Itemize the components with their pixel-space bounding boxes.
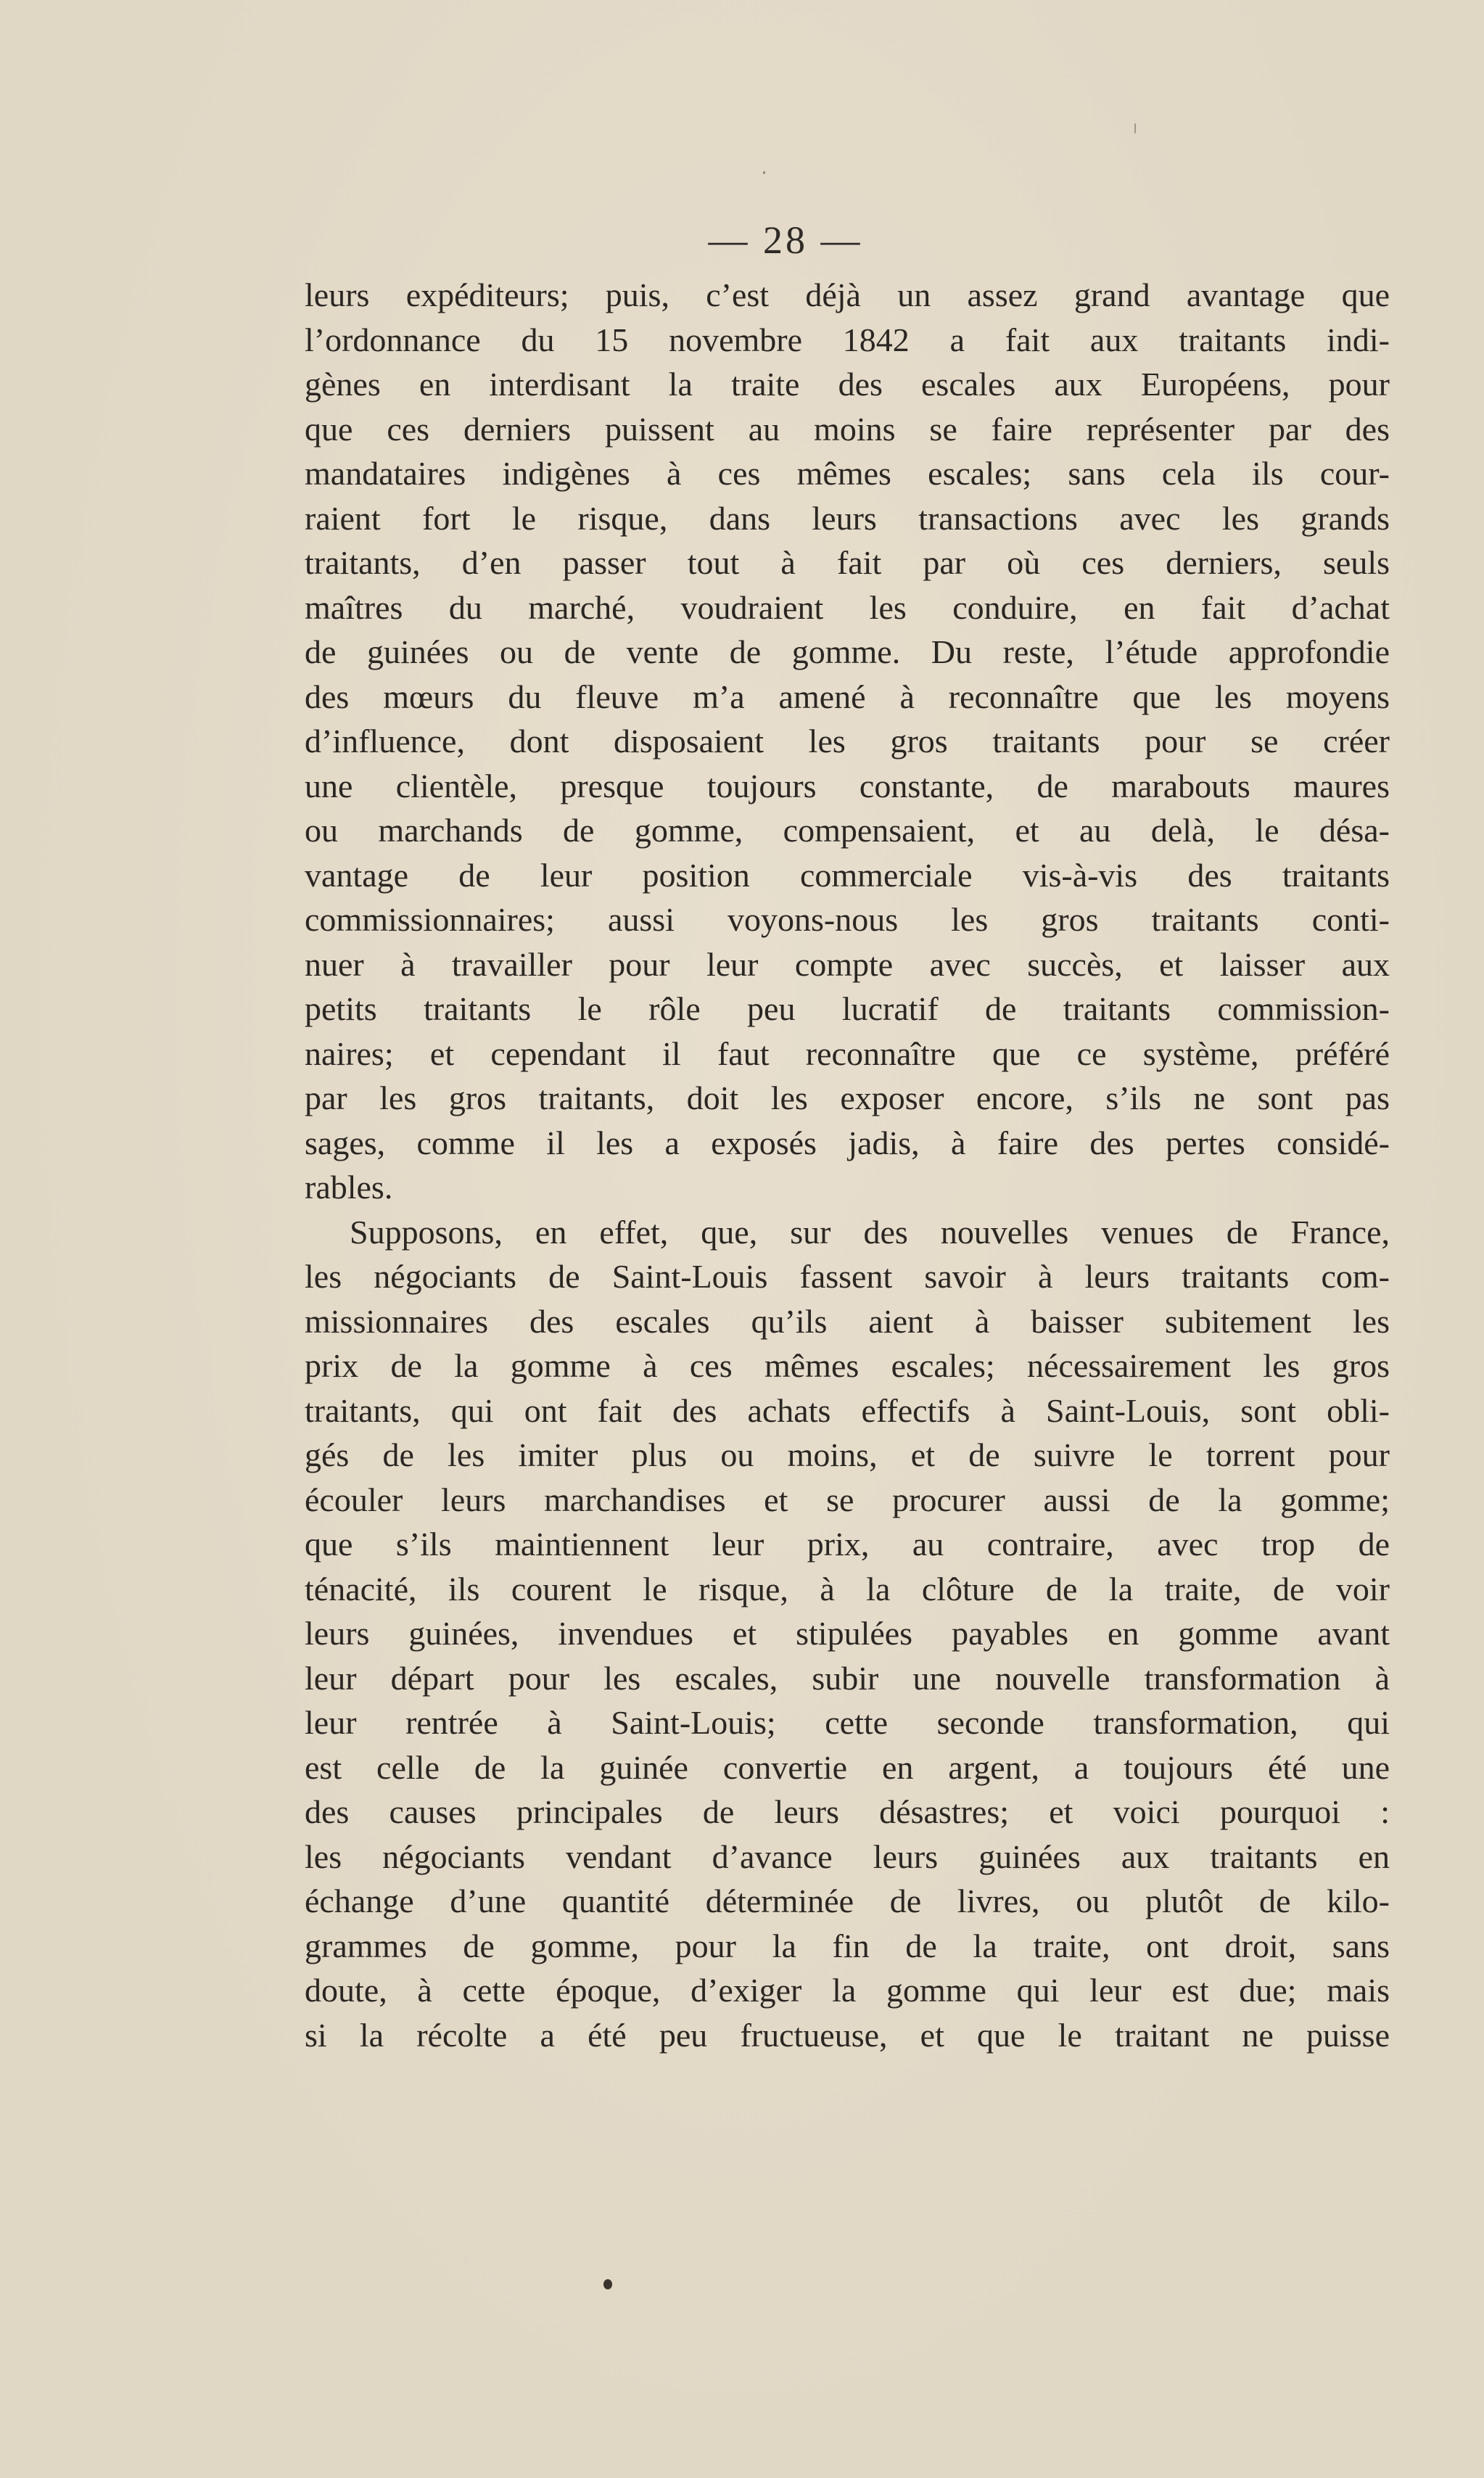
text-line: commissionnaires; aussi voyons-nous les gros traitants conti- [305,901,1390,938]
text-line: naires; et cependant il faut reconnaître que ce système, préféré [305,1034,1390,1072]
text-line: ou marchands de gomme, compensaient, et au delà, le désa- [305,812,1390,849]
text-line: raient fort le risque, dans leurs transactions avec les grands [305,499,1390,537]
page-number: — 28 — [708,218,863,262]
text-line: écouler leurs marchandises et se procurer aussi de la gomme; [305,1481,1390,1518]
text-line: nuer à travailler pour leur compte avec succès, et laisser aux [305,945,1390,983]
text-line: les négociants de Saint-Louis fassent savoir à leurs traitants com- [305,1258,1390,1295]
ink-speck [1134,123,1136,133]
text-line: traitants, qui ont fait des achats effectifs à Saint-Louis, sont obli- [305,1391,1390,1429]
text-line: sages, comme il les a exposés jadis, à faire des pertes considé- [305,1124,1390,1161]
text-line: de guinées ou de vente de gomme. Du reste, l’étude approfondie [305,633,1390,670]
text-line: que ces derniers puissent au moins se faire représenter par des [305,410,1390,448]
text-line: leur rentrée à Saint-Louis; cette seconde transformation, qui [305,1704,1390,1741]
text-line: des causes principales de leurs désastres; et voici pourquoi : [305,1793,1390,1830]
text-line: mandataires indigènes à ces mêmes escales; sans cela ils cour- [305,455,1390,492]
text-line: que s’ils maintiennent leur prix, au contraire, avec trop de [305,1526,1390,1563]
text-line: est celle de la guinée convertie en argent, a toujours été une [305,1748,1390,1786]
text-line: petits traitants le rôle peu lucratif de traitants commission- [305,990,1390,1027]
text-line: traitants, d’en passer tout à fait par où ces derniers, seuls [305,544,1390,581]
text-line: leurs expéditeurs; puis, c’est déjà un assez grand avantage que [305,276,1390,313]
text-line: vantage de leur position commerciale vis-à-vis des traitants [305,856,1390,894]
text-line: leurs guinées, invendues et stipulées payables en gomme avant [305,1615,1390,1652]
text-line: maîtres du marché, voudraient les conduire, en fait d’achat [305,588,1390,626]
text-line: une clientèle, presque toujours constante, de marabouts maures [305,767,1390,804]
text-line: grammes de gomme, pour la fin de la traite, ont droit, sans [305,1927,1390,1964]
text-line: gènes en interdisant la traite des escales aux Européens, pour [305,366,1390,403]
text-line: d’influence, dont disposaient les gros traitants pour se créer [305,723,1390,760]
text-line: prix de la gomme à ces mêmes escales; nécessairement les gros [305,1347,1390,1384]
text-line: ténacité, ils courent le risque, à la clôture de la traite, de voir [305,1570,1390,1608]
text-line: missionnaires des escales qu’ils aient à baisser subitement les [305,1302,1390,1340]
text-line: les négociants vendant d’avance leurs guinées aux traitants en [305,1837,1390,1875]
text-line: échange d’une quantité déterminée de livres, ou plutôt de kilo- [305,1882,1390,1919]
text-line: doute, à cette époque, d’exiger la gomme qui leur est due; mais [305,1972,1390,2009]
text-line: des mœurs du fleuve m’a amené à reconnaître que les moyens [305,678,1390,715]
text-line: l’ordonnance du 15 novembre 1842 a fait aux traitants indi- [305,321,1390,358]
text-line: leur départ pour les escales, subir une nouvelle transformation à [305,1659,1390,1697]
ink-speck [763,171,765,174]
body-text [305,273,1390,2057]
text-line: Supposons, en effet, que, sur des nouvelles venues de France, [350,1213,1390,1251]
ink-speck [603,2279,612,2289]
text-line: par les gros traitants, doit les exposer encore, s’ils ne sont pas [305,1079,1390,1116]
text-line: gés de les imiter plus ou moins, et de suivre le torrent pour [305,1436,1390,1473]
text-line: si la récolte a été peu fructueuse, et que le traitant ne puisse [305,2016,1390,2054]
text-line: rables. [305,1169,393,1206]
